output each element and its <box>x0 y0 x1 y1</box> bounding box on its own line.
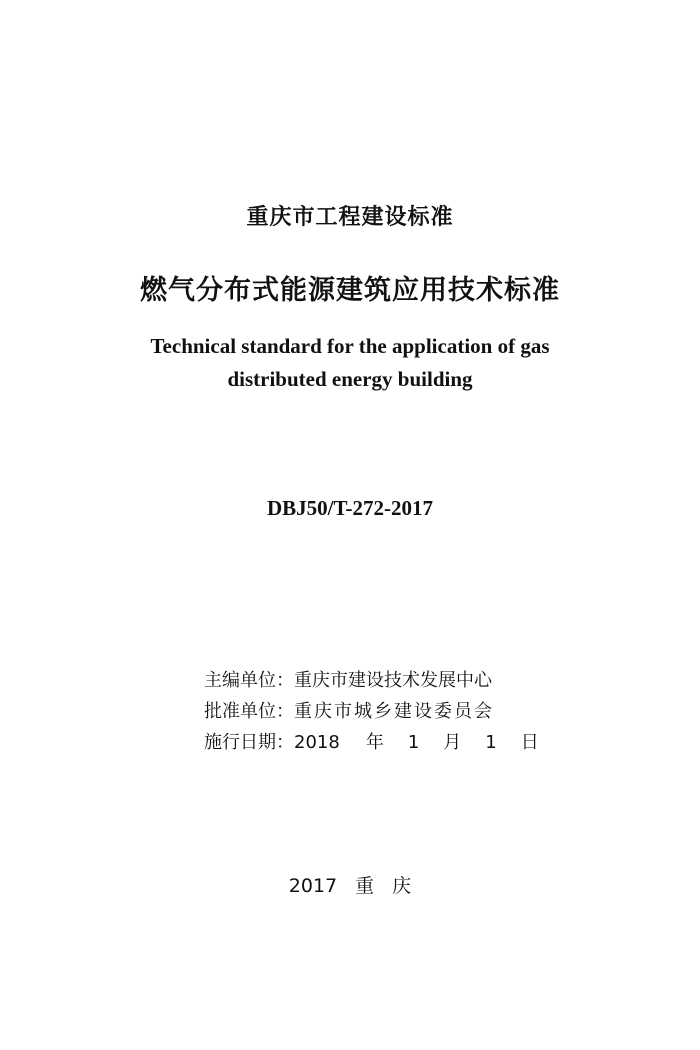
effective-date-row <box>204 731 539 755</box>
editor-unit-row <box>204 669 492 693</box>
standard-series-heading: 重庆市工程建设标准 <box>246 205 454 230</box>
effective-year: 2018 <box>294 732 340 753</box>
document-title-chinese: 燃气分布式能源建筑应用技术标准 <box>140 275 560 306</box>
editor-unit-value: 重庆市建设技术发展中心 <box>294 670 492 691</box>
document-title-english-line1: Technical standard for the application of gas <box>150 334 550 358</box>
effective-month: 1 <box>407 732 420 753</box>
month-unit: 月 <box>443 732 462 753</box>
editor-unit-label: 主编单位： <box>204 670 294 691</box>
day-unit: 日 <box>520 732 539 753</box>
document-title-english-line2: distributed energy building <box>227 367 473 391</box>
effective-date-label: 施行日期： <box>204 732 294 753</box>
publication-footer <box>0 871 700 898</box>
publication-city-char1: 重 <box>355 875 375 897</box>
approver-unit-value: 重庆市城乡建设委员会 <box>294 701 494 722</box>
year-unit: 年 <box>365 732 384 753</box>
standard-code: DBJ50/T-272-2017 <box>266 496 434 520</box>
publication-city-char2: 庆 <box>392 875 412 897</box>
publication-year: 2017 <box>288 875 338 897</box>
approver-unit-row <box>204 700 494 724</box>
effective-day: 1 <box>485 732 497 753</box>
approver-unit-label: 批准单位： <box>204 701 294 722</box>
